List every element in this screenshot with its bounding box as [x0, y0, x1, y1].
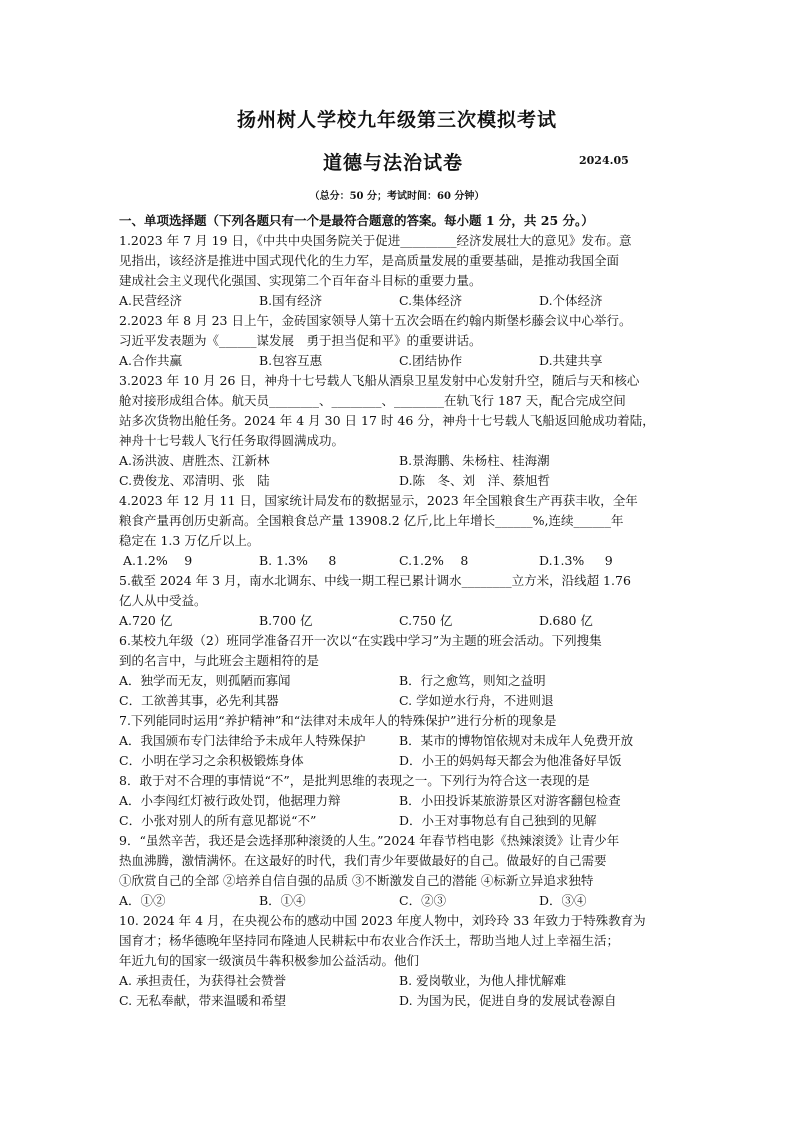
options-row	[119, 471, 679, 491]
option-D[interactable]: D.680 亿	[539, 613, 593, 628]
question-3	[119, 371, 679, 491]
question-text-line: 神舟十七号载人飞行任务取得圆满成功。	[119, 433, 345, 448]
options-row	[119, 991, 679, 1011]
question-8	[119, 771, 679, 831]
options-row	[119, 351, 679, 371]
option-B[interactable]: B．小田投诉某旅游景区对游客翻包检查	[399, 793, 621, 808]
options-row	[119, 751, 679, 771]
question-text-line: 见指出，该经济是推进中国式现代化的生力军，是高质量发展的重要基础，是推动我国全面	[119, 253, 620, 268]
option-B[interactable]: B.景海鹏、朱杨柱、桂海潮	[399, 453, 550, 468]
options-row	[119, 791, 679, 811]
option-C[interactable]: C．小明在学习之余积极锻炼身体	[119, 753, 304, 768]
option-B[interactable]: B. 1.3% 8	[259, 553, 337, 568]
option-C[interactable]: C．工欲善其事，必先利其器	[119, 693, 279, 708]
question-1	[119, 231, 679, 311]
question-text-line: 1.2023 年 7 月 19 日，《中共中央国务院关于促进_________经济发展壮大的意见》发布。意	[119, 233, 632, 248]
question-text-line: 7.下列能同时运用“养护精神”和“法律对未成年人的特殊保护”进行分析的现象是	[119, 713, 557, 728]
question-text-line: 2.2023 年 8 月 23 日上午，金砖国家领导人第十五次会晤在约翰内斯堡杉藤会议中心举行。	[119, 313, 632, 328]
option-C[interactable]: C．小张对别人的所有意见都说“不”	[119, 813, 317, 828]
question-text-line: 国育才；杨华德晚年坚持同布隆迪人民耕耘中布农业合作沃土，帮助当地人过上幸福生活；	[119, 933, 620, 948]
question-text-line: 热血沸腾，激情满怀。在这最好的时代，我们青少年要做最好的自己。做最好的自己需要	[119, 853, 607, 868]
option-B[interactable]: B. 爱岗敬业，为他人排忧解难	[399, 973, 567, 988]
option-D[interactable]: D．小王对事物总有自己独到的见解	[399, 813, 597, 828]
option-B[interactable]: B．某市的博物馆依规对未成年人免费开放	[399, 733, 634, 748]
question-text-line: 稳定在 1.3 万亿斤以上。	[119, 533, 260, 548]
question-6	[119, 631, 679, 711]
question-text-line: 年近九旬的国家一级演员牛犇积极参加公益活动。他们	[119, 953, 420, 968]
question-text-line: ①欣赏自己的全部 ②培养自信自强的品质 ③不断激发自己的潜能 ④标新立异追求独特	[119, 873, 594, 888]
options-row	[119, 671, 679, 691]
option-D[interactable]: D．③④	[539, 893, 587, 908]
option-A[interactable]: A.民营经济	[119, 293, 183, 308]
option-A[interactable]: A．我国颁布专门法律给予未成年人特殊保护	[119, 733, 366, 748]
exam-info: （总分：50 分；考试时间：60 分钟）	[309, 191, 485, 202]
exam-title: 扬州树人学校九年级第三次模拟考试	[236, 109, 557, 131]
question-text-line: 6.某校九年级（2）班同学准备召开一次以“在实践中学习”为主题的班会活动。下列搜集	[119, 633, 602, 648]
question-text-line: 建成社会主义现代化强国、实现第二个百年奋斗目标的重要力量。	[119, 273, 482, 288]
question-9	[119, 831, 679, 911]
option-C[interactable]: C.集体经济	[399, 293, 463, 308]
question-7	[119, 711, 679, 771]
options-row	[119, 451, 679, 471]
question-list	[119, 231, 679, 1011]
option-B[interactable]: B.国有经济	[259, 293, 323, 308]
option-A[interactable]: A.汤洪波、唐胜杰、江新林	[119, 453, 270, 468]
option-C[interactable]: C.1.2% 8	[399, 553, 469, 568]
question-text-line: 站多次货物出舱任务。2024 年 4 月 30 日 17 时 46 分，神舟十七号载人飞船返回舱成功着陆，	[119, 413, 655, 428]
options-row	[119, 811, 679, 831]
exam-subject: 道德与法治试卷	[323, 152, 464, 174]
options-row	[119, 731, 679, 751]
option-C[interactable]: C.750 亿	[399, 613, 453, 628]
question-text-line: 9．“虽然辛苦，我还是会选择那种滚烫的人生。”2024 年春节档电影《热辣滚烫》让青少年	[119, 833, 620, 848]
options-row	[119, 611, 679, 631]
option-C[interactable]: C.团结协作	[399, 353, 463, 368]
question-text-line: 4.2023 年 12 月 11 日，国家统计局发布的数据显示，2023 年全国粮食生产再获丰收，全年	[119, 493, 638, 508]
question-text-line: 粮食产量再创历史新高。全国粮食总产量 13908.2 亿斤,比上年增长______%,连续______年	[119, 513, 624, 528]
question-5	[119, 571, 679, 631]
question-text-line: 亿人从中受益。	[119, 593, 207, 608]
option-D[interactable]: C. 学如逆水行舟，不进则退	[399, 693, 554, 708]
option-D[interactable]: D.1.3% 9	[539, 553, 613, 568]
options-row	[119, 551, 679, 571]
options-row	[119, 891, 679, 911]
question-text-line: 8．敢于对不合理的事情说“不”，是批判思维的表现之一。下列行为符合这一表现的是	[119, 773, 590, 788]
section-heading: 一、单项选择题（下列各题只有一个是最符合题意的答案。每小题 1 分，共 25 分。）	[119, 213, 594, 228]
option-A[interactable]: A．①②	[119, 893, 166, 908]
question-2	[119, 311, 679, 371]
exam-content	[119, 211, 679, 1011]
exam-date: 2024.05	[579, 154, 629, 167]
option-D[interactable]: D．小王的妈妈每天都会为他准备好早饭	[399, 753, 622, 768]
option-A[interactable]: A. 承担责任，为获得社会赞誉	[119, 973, 286, 988]
option-B[interactable]: B．①④	[259, 893, 306, 908]
options-row	[119, 691, 679, 711]
option-A[interactable]: A．小李闯红灯被行政处罚，他据理力辩	[119, 793, 341, 808]
question-text-line: 习近平发表题为《______谋发展 勇于担当促和平》的重要讲话。	[119, 333, 482, 348]
question-text-line: 10. 2024 年 4 月，在央视公布的感动中国 2023 年度人物中，刘玲玲 33 年致力于特殊教育为	[119, 913, 646, 928]
question-text-line: 5.截至 2024 年 3 月，南水北调东、中线一期工程已累计调水________立方米，沿线超 1.76	[119, 573, 631, 588]
option-A[interactable]: A．独学而无友，则孤陋而寡闻	[119, 673, 291, 688]
option-A[interactable]: A.720 亿	[119, 613, 173, 628]
option-B[interactable]: B.包容互惠	[259, 353, 323, 368]
option-D[interactable]: D. 为国为民，促进自身的发展试卷源自	[399, 993, 617, 1008]
option-A[interactable]: A.1.2% 9	[119, 553, 193, 568]
question-10	[119, 911, 679, 1011]
option-D[interactable]: D.个体经济	[539, 293, 603, 308]
option-A[interactable]: A.合作共赢	[119, 353, 183, 368]
question-text-line: 到的名言中，与此班会主题相符的是	[119, 653, 320, 668]
options-row	[119, 971, 679, 991]
question-4	[119, 491, 679, 571]
options-row	[119, 291, 679, 311]
question-text-line: 舱对接形成组合体。航天员________、________、________在轨飞行 187 天，配合完成空间	[119, 393, 626, 408]
option-D[interactable]: D.陈 冬、刘 洋、蔡旭哲	[399, 473, 551, 488]
option-C[interactable]: C．②③	[399, 893, 447, 908]
option-B[interactable]: B．行之愈笃，则知之益明	[399, 673, 546, 688]
question-text-line: 3.2023 年 10 月 26 日，神舟十七号载人飞船从酒泉卫星发射中心发射升空，随后与天和核心	[119, 373, 640, 388]
option-B[interactable]: B.700 亿	[259, 613, 313, 628]
option-C[interactable]: C. 无私奉献，带来温暖和希望	[119, 993, 287, 1008]
option-C[interactable]: C.费俊龙、邓清明、张 陆	[119, 473, 270, 488]
option-D[interactable]: D.共建共享	[539, 353, 603, 368]
